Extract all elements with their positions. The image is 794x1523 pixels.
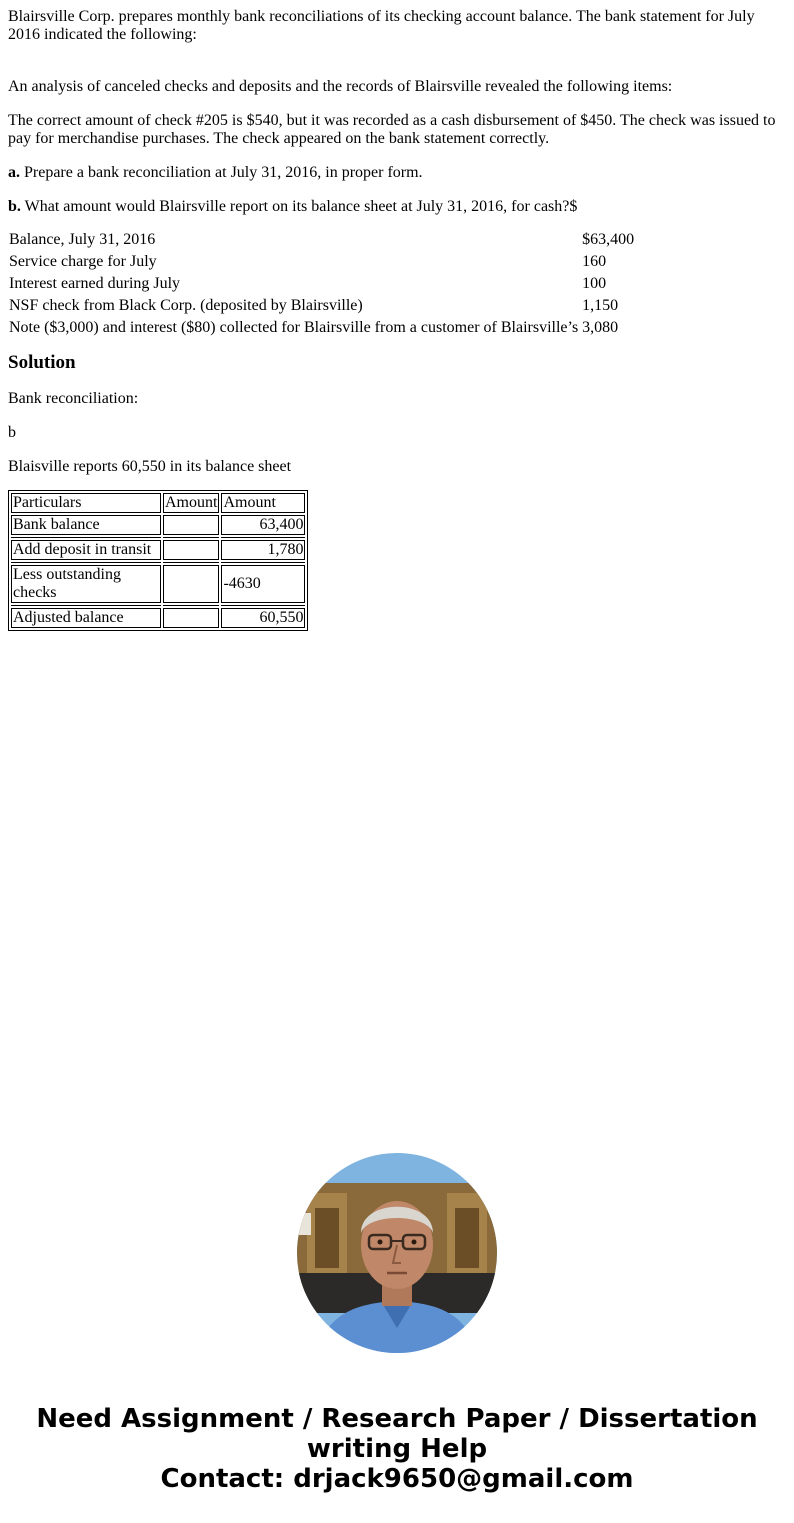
banner-line-2: writing Help: [306, 1434, 488, 1464]
cell-amount-2: -4630: [221, 565, 305, 603]
banner-line-1: Need Assignment / Research Paper / Dissertation: [36, 1404, 758, 1434]
document-content: [8, 8, 786, 631]
bank-recon-label: Bank reconciliation:: [8, 390, 139, 407]
table-row: [11, 515, 305, 535]
check-note-paragraph: The correct amount of check #205 is $540, but it was recorded as a cash disbursement of $450. The check was issued to pay for merchandise purchases. The check appeared on the bank statement correctly.: [8, 112, 776, 147]
part-b-text: What amount would Blairsville report on its balance sheet at July 31, 2016, for cash?$: [20, 198, 578, 215]
cell-amount-2: 60,550: [221, 608, 305, 628]
given-value: 100: [582, 275, 607, 292]
given-row: [8, 318, 635, 338]
given-row: [8, 230, 635, 250]
cell-particular: Add deposit in transit: [11, 540, 161, 560]
row-separator: [11, 605, 305, 606]
cell-amount-1: [163, 515, 219, 535]
given-items-table: [6, 228, 637, 340]
given-label: Interest earned during July: [9, 275, 181, 292]
cell-particular: Bank balance: [11, 515, 161, 535]
table-row: [11, 608, 305, 628]
given-value: 160: [582, 253, 607, 270]
contact-banner: [0, 1404, 794, 1494]
part-a-text: Prepare a bank reconciliation at July 31, 2016, in proper form.: [20, 164, 423, 181]
part-b-label: b.: [8, 198, 21, 215]
part-a-label: a.: [8, 164, 20, 181]
cell-particular: Less outstanding checks: [11, 565, 161, 603]
row-separator: [11, 537, 305, 538]
given-label: Balance, July 31, 2016: [9, 231, 156, 248]
given-value: 1,150: [582, 297, 619, 314]
balance-sheet-answer: Blaisville reports 60,550 in its balance sheet: [8, 458, 292, 475]
given-label: Note ($3,000) and interest ($80) collected for Blairsville from a customer of Blairsville’s: [9, 319, 579, 336]
cell-amount-2: 1,780: [221, 540, 305, 560]
table-row: [11, 540, 305, 560]
given-label: Service charge for July: [9, 253, 157, 270]
cell-amount-1: [163, 540, 219, 560]
given-row: [8, 296, 635, 316]
cell-amount-1: [163, 565, 219, 603]
given-label: NSF check from Black Corp. (deposited by Blairsville): [9, 297, 363, 314]
intro-paragraph: Blairsville Corp. prepares monthly bank reconciliations of its checking account balance. The bank statement for July 2016 indicated the following:: [8, 8, 755, 43]
solution-heading: Solution: [8, 352, 76, 373]
analysis-paragraph: An analysis of canceled checks and deposits and the records of Blairsville revealed the following items:: [8, 78, 673, 95]
part-b-question: [8, 198, 786, 216]
table-row: [11, 565, 305, 603]
header-particulars: Particulars: [11, 493, 161, 513]
header-amount-1: Amount: [165, 494, 218, 511]
given-row: [8, 252, 635, 272]
part-b-marker: b: [8, 424, 16, 441]
table-header-row: [11, 493, 305, 513]
blank-space: [8, 60, 786, 78]
reconciliation-table: [8, 490, 308, 631]
given-value: $63,400: [582, 231, 635, 248]
header-amount-2: Amount: [221, 493, 305, 513]
part-a-question: [8, 164, 786, 182]
cell-amount-1: [163, 608, 219, 628]
banner-contact-email: Contact: drjack9650@gmail.com: [160, 1464, 634, 1494]
author-photo: [297, 1153, 497, 1353]
given-value: 3,080: [582, 319, 619, 336]
given-row: [8, 274, 635, 294]
cell-particular: Adjusted balance: [11, 608, 161, 628]
cell-amount-2: 63,400: [221, 515, 305, 535]
row-separator: [11, 562, 305, 563]
